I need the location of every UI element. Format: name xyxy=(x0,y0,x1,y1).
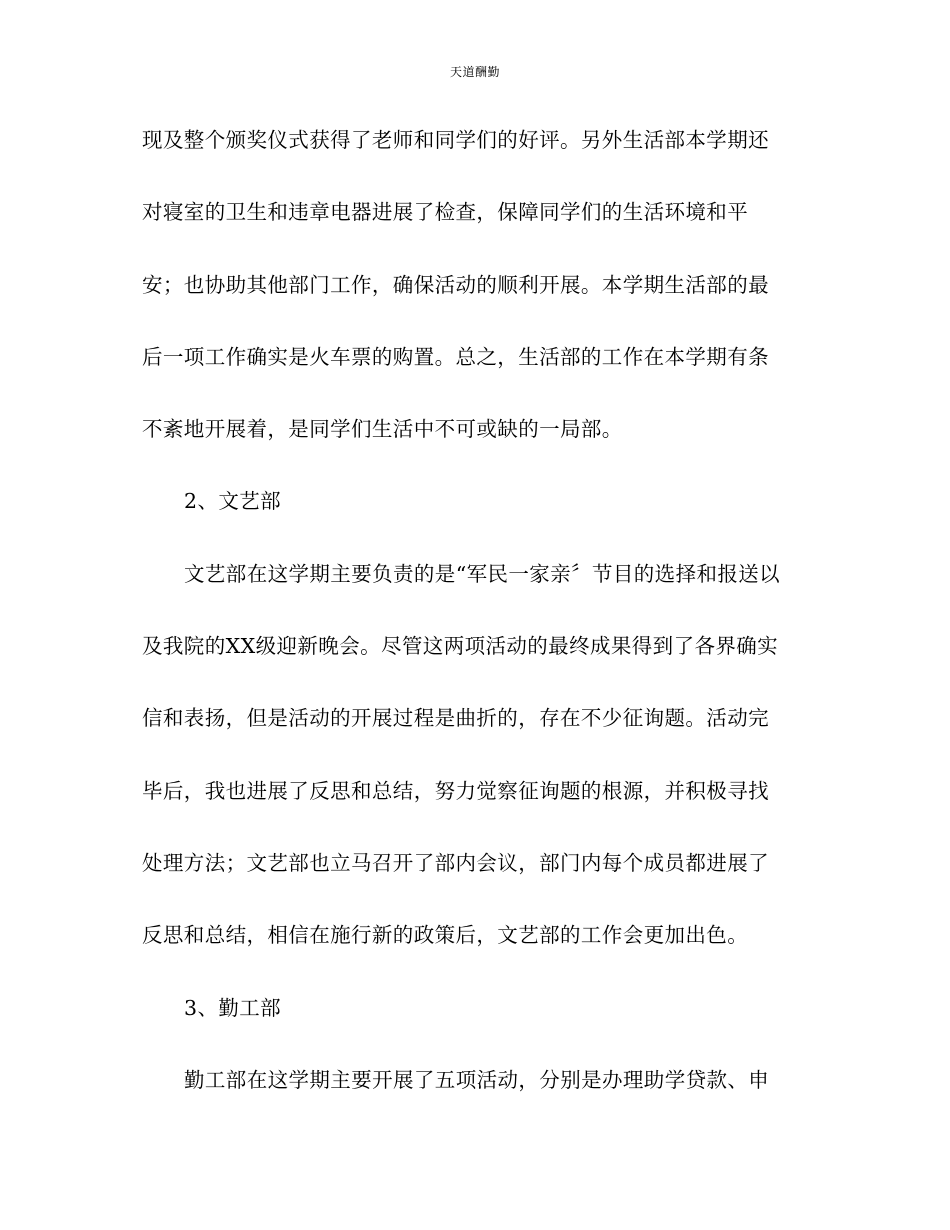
document-body xyxy=(142,122,822,1134)
body-line: 文艺部在这学期主要负责的是“军民一家亲〞节目的选择和报送以 xyxy=(184,561,781,586)
body-line: 安；也协助其他部门工作，确保活动的顺利开展。本学期生活部的最 xyxy=(142,272,769,297)
body-line: 处理方法；文艺部也立马召开了部内会议，部门内每个成员都进展了 xyxy=(142,850,769,875)
body-line: 反思和总结，相信在施行新的政策后，文艺部的工作会更加出色。 xyxy=(142,923,749,948)
body-line: 勤工部在这学期主要开展了五项活动，分别是办理助学贷款、申 xyxy=(184,1067,770,1092)
section-heading-qingong: 3、勤工部 xyxy=(184,995,282,1020)
body-line: 现及整个颁奖仪式获得了老师和同学们的好评。另外生活部本学期还 xyxy=(142,128,769,152)
body-line: 对寝室的卫生和违章电器进展了检查，保障同学们的生活环境和平 xyxy=(142,200,749,225)
page-header: 天道酬勤 xyxy=(449,65,500,79)
body-line: 信和表扬，但是活动的开展过程是曲折的，存在不少征询题。活动完 xyxy=(142,706,769,731)
body-line: 不紊地开展着，是同学们生活中不可或缺的一局部。 xyxy=(142,417,623,442)
body-line: 后一项工作确实是火车票的购置。总之，生活部的工作在本学期有条 xyxy=(142,344,769,369)
body-line: 及我院的XX级迎新晚会。尽管这两项活动的最终成果得到了各界确实 xyxy=(142,634,779,659)
body-line: 毕后，我也进展了反思和总结，努力觉察征询题的根源，并积极寻找 xyxy=(142,778,769,803)
section-heading-wenyi: 2、文艺部 xyxy=(184,489,282,514)
